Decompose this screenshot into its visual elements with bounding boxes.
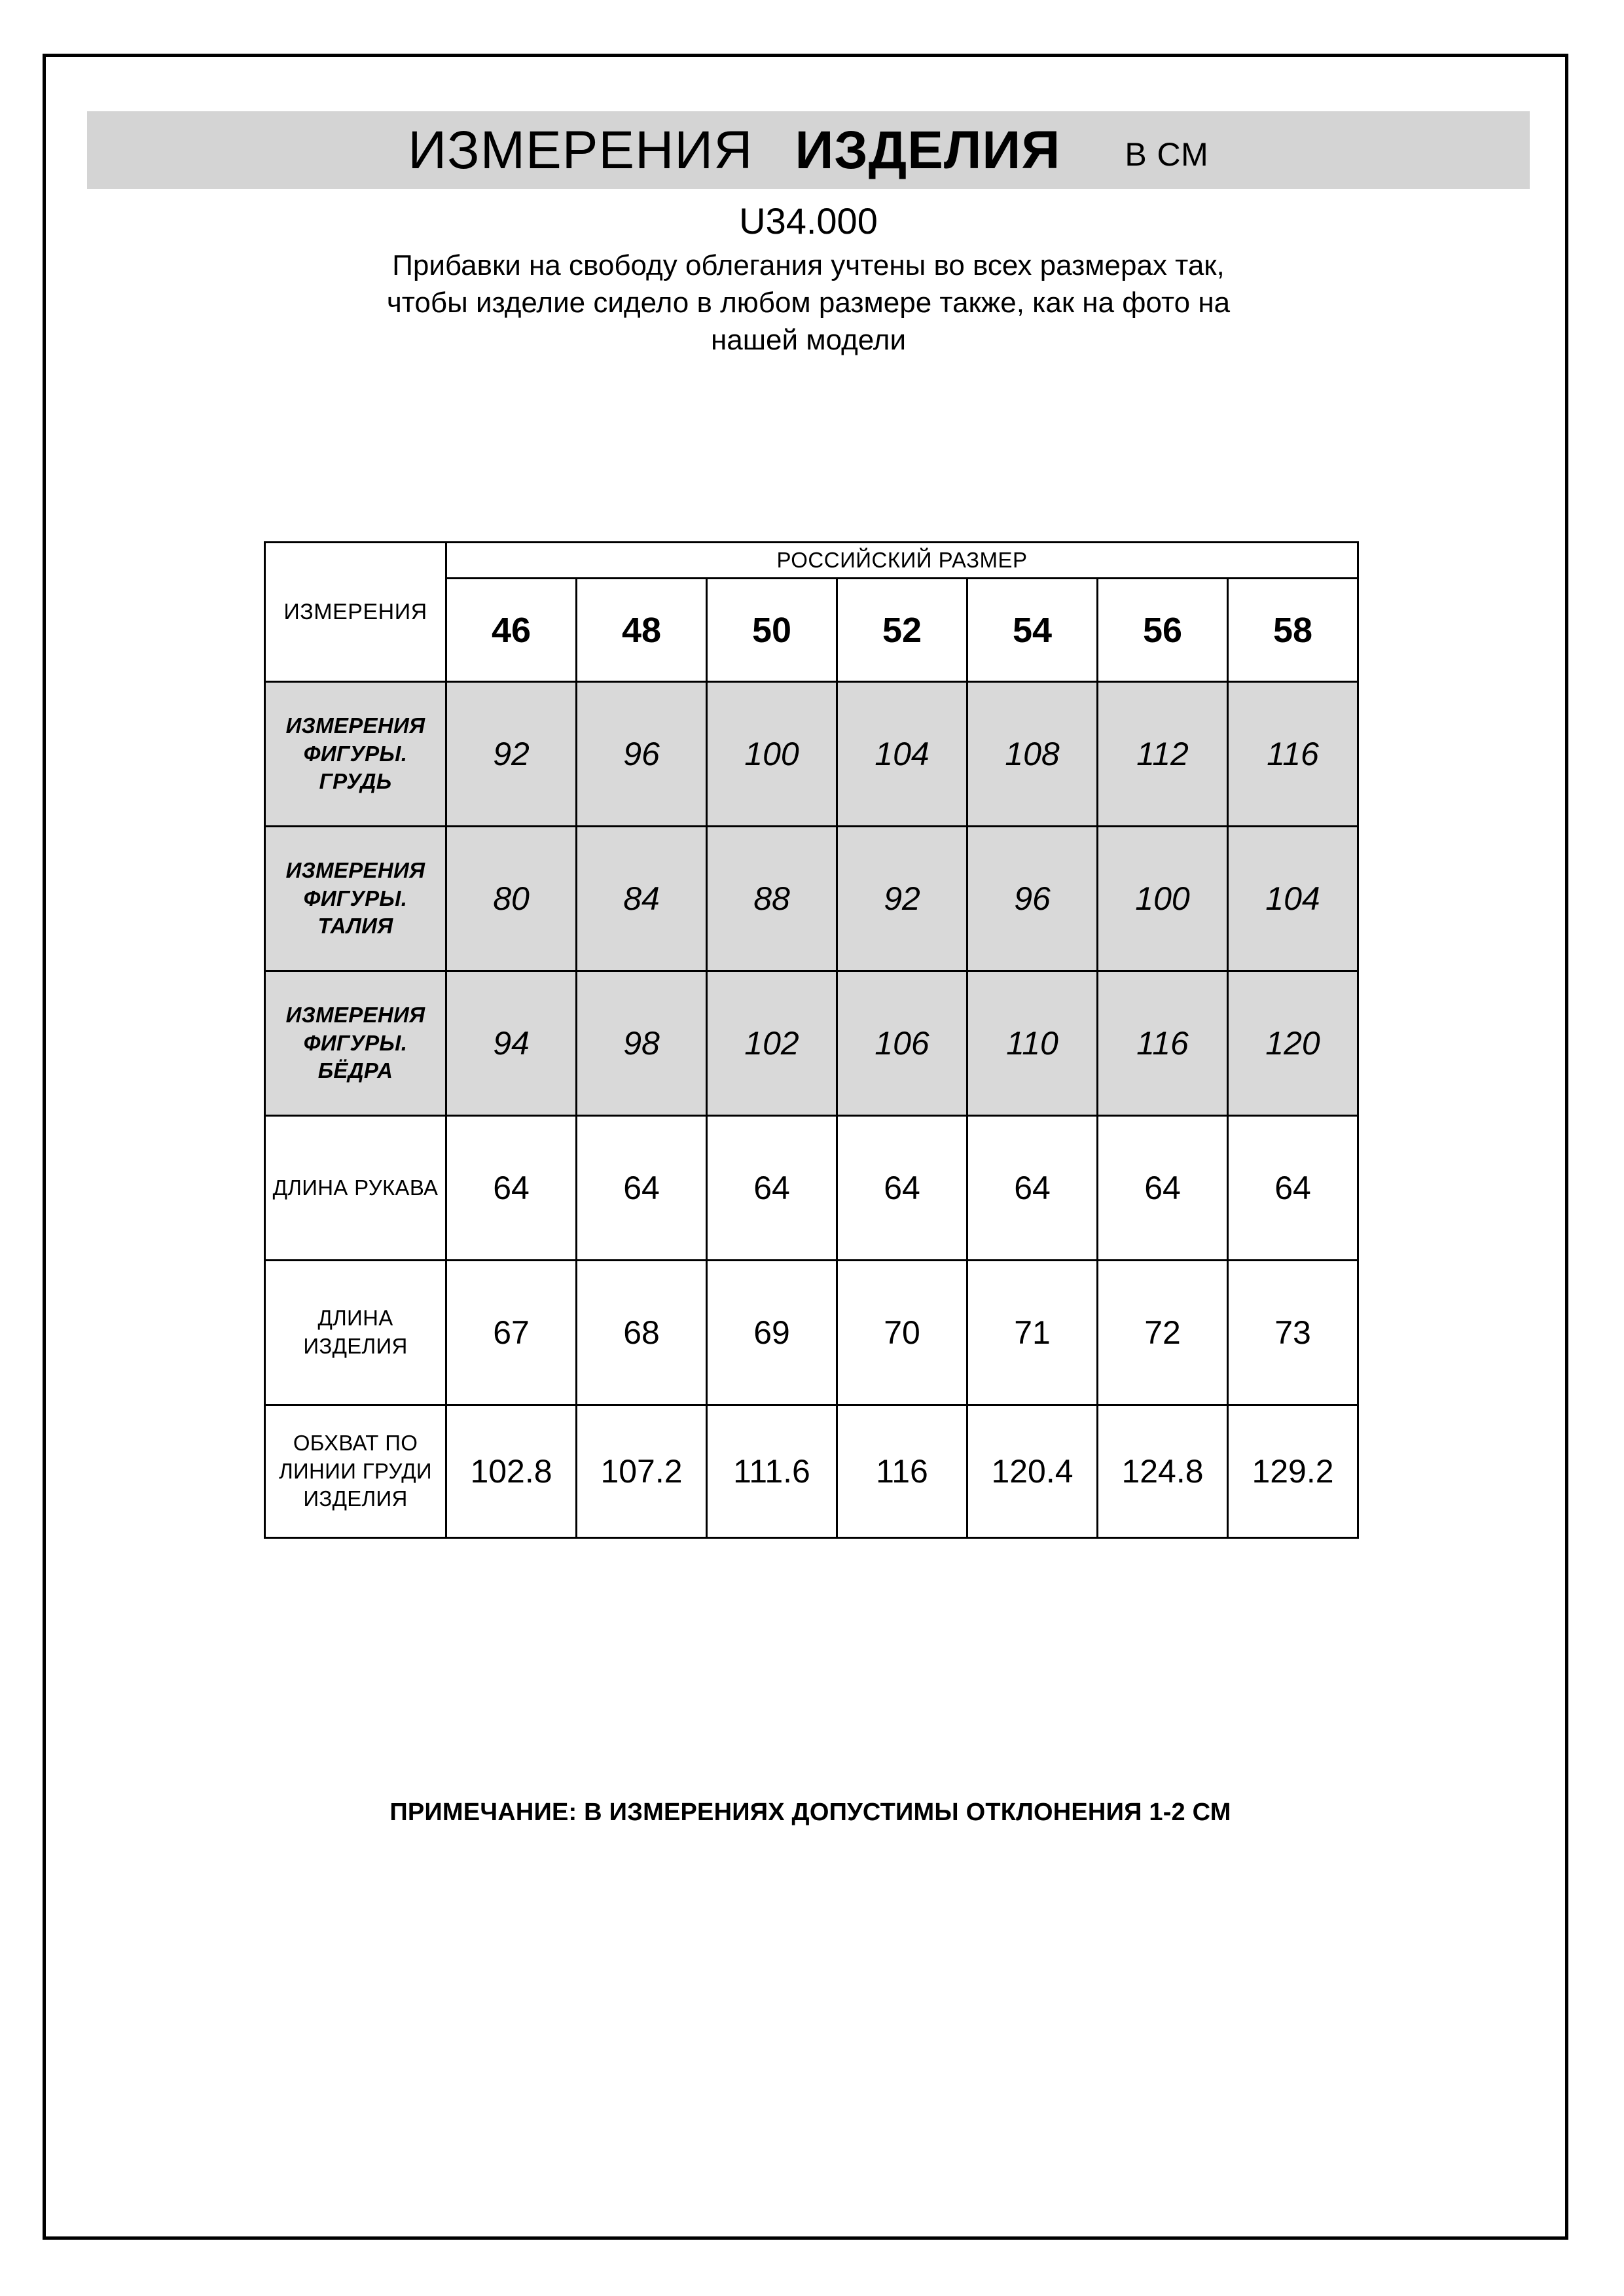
- cell-waist-48: 84: [577, 827, 707, 971]
- fit-note-line-2: чтобы изделие сидело в любом размере также, как на фото на: [386, 287, 1231, 319]
- cell-waist-54: 96: [967, 827, 1098, 971]
- row-label-line-2: ФИГУРЫ. ТАЛИЯ: [303, 886, 408, 939]
- row-label-line-1: ДЛИНА РУКАВА: [272, 1175, 439, 1200]
- cell-sleeve-46: 64: [446, 1116, 577, 1261]
- table-row: [265, 827, 1358, 971]
- cell-hips-56: 116: [1098, 971, 1228, 1116]
- size-header-46: 46: [446, 579, 577, 682]
- header-cell-measurements: [265, 543, 446, 682]
- fit-note: [275, 247, 1342, 359]
- table-row: [265, 1261, 1358, 1405]
- cell-chest-46: 102.8: [446, 1405, 577, 1538]
- units-label: В СМ: [1125, 135, 1209, 173]
- cell-length-52: 70: [837, 1261, 967, 1405]
- cell-bust-48: 96: [577, 682, 707, 827]
- row-label-bust: [265, 682, 446, 827]
- cell-sleeve-56: 64: [1098, 1116, 1228, 1261]
- cell-length-58: 73: [1228, 1261, 1358, 1405]
- cell-sleeve-48: 64: [577, 1116, 707, 1261]
- header-label-measurements: ИЗМЕРЕНИЯ: [283, 599, 427, 624]
- cell-bust-56: 112: [1098, 682, 1228, 827]
- tolerance-note: ПРИМЕЧАНИЕ: В ИЗМЕРЕНИЯХ ДОПУСТИМЫ ОТКЛОНЕНИЯ 1-2 СМ: [389, 1799, 1231, 1826]
- row-label-line-1: ИЗМЕРЕНИЯ: [285, 713, 425, 738]
- size-header-58: 58: [1228, 579, 1358, 682]
- cell-length-54: 71: [967, 1261, 1098, 1405]
- cell-sleeve-52: 64: [837, 1116, 967, 1261]
- row-label-line-1: ИЗМЕРЕНИЯ: [285, 1002, 425, 1027]
- cell-sleeve-50: 64: [707, 1116, 837, 1261]
- row-label-line-2: ФИГУРЫ. БЁДРА: [303, 1030, 408, 1083]
- cell-chest-56: 124.8: [1098, 1405, 1228, 1538]
- cell-chest-58: 129.2: [1228, 1405, 1358, 1538]
- title-band: [87, 111, 1530, 189]
- table-row: [265, 971, 1358, 1116]
- cell-length-50: 69: [707, 1261, 837, 1405]
- size-header-48: 48: [577, 579, 707, 682]
- size-table: [264, 541, 1359, 1539]
- cell-hips-48: 98: [577, 971, 707, 1116]
- fit-note-line-1: Прибавки на свободу облегания учтены во всех размерах так,: [392, 249, 1225, 282]
- cell-hips-58: 120: [1228, 971, 1358, 1116]
- row-label-sleeve-length: [265, 1116, 446, 1261]
- document-page: [43, 54, 1568, 2240]
- row-label-line-2: ФИГУРЫ. ГРУДЬ: [303, 741, 408, 794]
- table-row: [265, 1405, 1358, 1538]
- fit-note-line-3: нашей модели: [710, 324, 907, 357]
- row-label-line-1: ОБХВАТ ПО: [293, 1430, 418, 1455]
- row-label-line-1: ИЗМЕРЕНИЯ: [285, 857, 425, 882]
- table-row: [265, 682, 1358, 827]
- cell-bust-52: 104: [837, 682, 967, 827]
- page-title-product: ИЗДЕЛИЯ: [795, 120, 1061, 180]
- cell-chest-54: 120.4: [967, 1405, 1098, 1538]
- cell-length-48: 68: [577, 1261, 707, 1405]
- cell-hips-46: 94: [446, 971, 577, 1116]
- header-cell-russian-size: [446, 543, 1358, 579]
- cell-bust-58: 116: [1228, 682, 1358, 827]
- row-label-line-3: ИЗДЕЛИЯ: [303, 1486, 408, 1511]
- row-label-garment-chest: [265, 1405, 446, 1538]
- size-header-54: 54: [967, 579, 1098, 682]
- cell-sleeve-54: 64: [967, 1116, 1098, 1261]
- size-table-wrapper: [264, 541, 1357, 1539]
- cell-chest-50: 111.6: [707, 1405, 837, 1538]
- cell-bust-54: 108: [967, 682, 1098, 827]
- cell-waist-58: 104: [1228, 827, 1358, 971]
- cell-chest-52: 116: [837, 1405, 967, 1538]
- cell-length-46: 67: [446, 1261, 577, 1405]
- cell-hips-54: 110: [967, 971, 1098, 1116]
- size-table-body: [265, 682, 1358, 1538]
- row-label-hips: [265, 971, 446, 1116]
- table-row: [265, 1116, 1358, 1261]
- subheader-block: [87, 200, 1530, 359]
- cell-waist-52: 92: [837, 827, 967, 971]
- page-title-measurements: ИЗМЕРЕНИЯ: [408, 120, 753, 180]
- row-label-waist: [265, 827, 446, 971]
- size-header-50: 50: [707, 579, 837, 682]
- cell-sleeve-58: 64: [1228, 1116, 1358, 1261]
- size-header-52: 52: [837, 579, 967, 682]
- size-table-head: [265, 543, 1358, 682]
- table-group-header-row: [265, 543, 1358, 579]
- row-label-garment-length: [265, 1261, 446, 1405]
- cell-bust-46: 92: [446, 682, 577, 827]
- cell-length-56: 72: [1098, 1261, 1228, 1405]
- cell-hips-50: 102: [707, 971, 837, 1116]
- cell-waist-56: 100: [1098, 827, 1228, 971]
- row-label-line-1: ДЛИНА ИЗДЕЛИЯ: [303, 1306, 408, 1358]
- cell-waist-50: 88: [707, 827, 837, 971]
- cell-chest-48: 107.2: [577, 1405, 707, 1538]
- row-label-line-2: ЛИНИИ ГРУДИ: [279, 1458, 432, 1483]
- size-header-56: 56: [1098, 579, 1228, 682]
- cell-hips-52: 106: [837, 971, 967, 1116]
- header-label-russian-size: РОССИЙСКИЙ РАЗМЕР: [776, 548, 1028, 572]
- product-code: U34.000: [739, 200, 878, 242]
- cell-waist-46: 80: [446, 827, 577, 971]
- cell-bust-50: 100: [707, 682, 837, 827]
